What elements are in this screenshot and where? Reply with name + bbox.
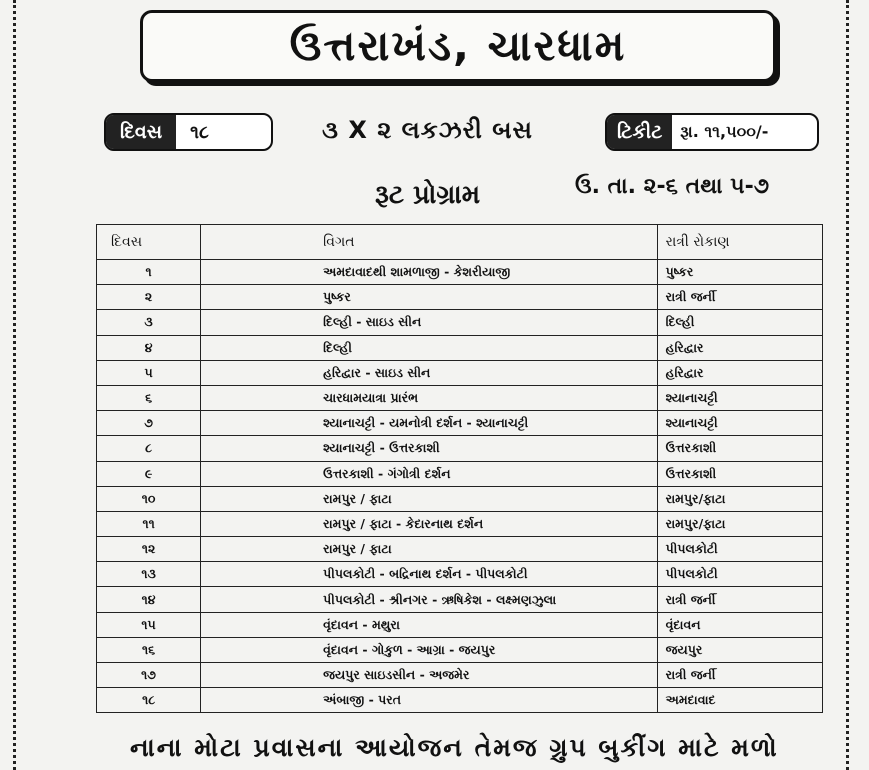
bus-info: ૩ X ૨ લકઝરી બસ bbox=[322, 116, 533, 144]
cell-detail: દિલ્હી - સાઇડ સીન bbox=[201, 310, 658, 335]
cell-detail: વૃંદાવન - મથુરા bbox=[201, 612, 658, 637]
cell-detail: પીપલકોટી - બદ્રિનાથ દર્શન - પીપલકોટી bbox=[201, 562, 658, 587]
cell-day: ૧૦ bbox=[97, 486, 201, 511]
cell-night-stay: હરિદ્વાર bbox=[657, 335, 822, 360]
cell-night-stay: રામપુર/ફાટા bbox=[657, 511, 822, 536]
cell-day: ૧૪ bbox=[97, 587, 201, 612]
cell-day: ૧૭ bbox=[97, 663, 201, 688]
table-row bbox=[97, 335, 823, 360]
table-row bbox=[97, 385, 823, 410]
cell-day: ૧૨ bbox=[97, 537, 201, 562]
header-detail: વિગત bbox=[201, 225, 658, 260]
cell-day: ૭ bbox=[97, 411, 201, 436]
table-row bbox=[97, 360, 823, 385]
cell-detail: અંબાજી - પરત bbox=[201, 688, 658, 713]
ticket-label: ટિકીટ bbox=[607, 115, 672, 149]
cell-night-stay: દિલ્હી bbox=[657, 310, 822, 335]
cell-detail: જયપુર સાઇડસીન - અજમેર bbox=[201, 663, 658, 688]
departure-dates: ઉ. તા. ૨-૬ તથા ૫-૭ bbox=[575, 174, 770, 199]
cell-day: ૪ bbox=[97, 335, 201, 360]
title-box bbox=[140, 10, 776, 82]
route-program-title: રૂટ પ્રોગ્રામ bbox=[375, 180, 481, 210]
cell-day: ૧૧ bbox=[97, 511, 201, 536]
cell-detail: વૃંદાવન - ગોકુળ - આગ્રા - જયપુર bbox=[201, 637, 658, 662]
table-row bbox=[97, 411, 823, 436]
cell-detail: દિલ્હી bbox=[201, 335, 658, 360]
page-title: ઉત્તરાખંડ, ચારધામ bbox=[289, 21, 627, 70]
footer-text: નાના મોટા પ્રવાસના આયોજન તેમજ ગ્રુપ બુકીંગ માટે મળો bbox=[130, 733, 779, 762]
ticket-price: રૂા. ૧૧,૫૦૦/- bbox=[680, 122, 769, 141]
cell-day: ૯ bbox=[97, 461, 201, 486]
cell-night-stay: ઉત્તરકાશી bbox=[657, 436, 822, 461]
cell-detail: ઉત્તરકાશી - ગંગોત્રી દર્શન bbox=[201, 461, 658, 486]
table-row bbox=[97, 637, 823, 662]
cell-night-stay: વૃંદાવન bbox=[657, 612, 822, 637]
cell-night-stay: ઉત્તરકાશી bbox=[657, 461, 822, 486]
table-row bbox=[97, 486, 823, 511]
cell-night-stay: રાત્રી જર્ની bbox=[657, 663, 822, 688]
cell-day: ૧૫ bbox=[97, 612, 201, 637]
table-row bbox=[97, 461, 823, 486]
right-dotted-border bbox=[846, 0, 849, 770]
cell-night-stay: શ્યાનાચટ્ટી bbox=[657, 411, 822, 436]
days-badge bbox=[104, 113, 273, 151]
cell-detail: પીપલકોટી - શ્રીનગર - ઋષિકેશ - લક્ષ્મણઝુલા bbox=[201, 587, 658, 612]
cell-detail: પુષ્કર bbox=[201, 285, 658, 310]
table-row bbox=[97, 663, 823, 688]
cell-detail: ચારધામયાત્રા પ્રારંભ bbox=[201, 385, 658, 410]
cell-night-stay: અમદાવાદ bbox=[657, 688, 822, 713]
cell-detail: શ્યાનાચટ્ટી - યમનોત્રી દર્શન - શ્યાનાચટ્ટી bbox=[201, 411, 658, 436]
table-row bbox=[97, 587, 823, 612]
left-dotted-border bbox=[13, 0, 16, 770]
cell-night-stay: રામપુર/ફાટા bbox=[657, 486, 822, 511]
cell-day: ૧૩ bbox=[97, 562, 201, 587]
cell-day: ૧ bbox=[97, 260, 201, 285]
cell-detail: રામપુર / ફાટા bbox=[201, 537, 658, 562]
header-day: દિવસ bbox=[97, 225, 201, 260]
cell-day: ૬ bbox=[97, 385, 201, 410]
cell-detail: શ્યાનાચટ્ટી - ઉત્તરકાશી bbox=[201, 436, 658, 461]
table-header-row bbox=[97, 225, 823, 260]
cell-night-stay: રાત્રી જર્ની bbox=[657, 285, 822, 310]
table-row bbox=[97, 562, 823, 587]
table-row bbox=[97, 537, 823, 562]
ticket-badge bbox=[605, 113, 819, 151]
cell-night-stay: જયપુર bbox=[657, 637, 822, 662]
table-row bbox=[97, 310, 823, 335]
days-value: ૧૮ bbox=[190, 121, 209, 143]
cell-night-stay: પુષ્કર bbox=[657, 260, 822, 285]
cell-night-stay: પીપલકોટી bbox=[657, 562, 822, 587]
cell-detail: હરિદ્વાર - સાઇડ સીન bbox=[201, 360, 658, 385]
cell-day: ૩ bbox=[97, 310, 201, 335]
header-night-stay: રાત્રી રોકાણ bbox=[657, 225, 822, 260]
cell-night-stay: પીપલકોટી bbox=[657, 537, 822, 562]
itinerary-table bbox=[96, 224, 823, 713]
cell-day: ૧૮ bbox=[97, 688, 201, 713]
cell-day: ૮ bbox=[97, 436, 201, 461]
cell-day: ૨ bbox=[97, 285, 201, 310]
table-row bbox=[97, 285, 823, 310]
cell-night-stay: હરિદ્વાર bbox=[657, 360, 822, 385]
cell-day: ૫ bbox=[97, 360, 201, 385]
table-row bbox=[97, 436, 823, 461]
cell-detail: રામપુર / ફાટા - કેદારનાથ દર્શન bbox=[201, 511, 658, 536]
table-row bbox=[97, 612, 823, 637]
table-row bbox=[97, 511, 823, 536]
days-label: દિવસ bbox=[106, 115, 176, 149]
cell-night-stay: શ્યાનાચટ્ટી bbox=[657, 385, 822, 410]
cell-day: ૧૬ bbox=[97, 637, 201, 662]
table-row bbox=[97, 260, 823, 285]
itinerary-body bbox=[97, 260, 823, 713]
cell-night-stay: રાત્રી જર્ની bbox=[657, 587, 822, 612]
table-row bbox=[97, 688, 823, 713]
cell-detail: રામપુર / ફાટા bbox=[201, 486, 658, 511]
cell-detail: અમદાવાદથી શામળાજી - કેશરીયાજી bbox=[201, 260, 658, 285]
